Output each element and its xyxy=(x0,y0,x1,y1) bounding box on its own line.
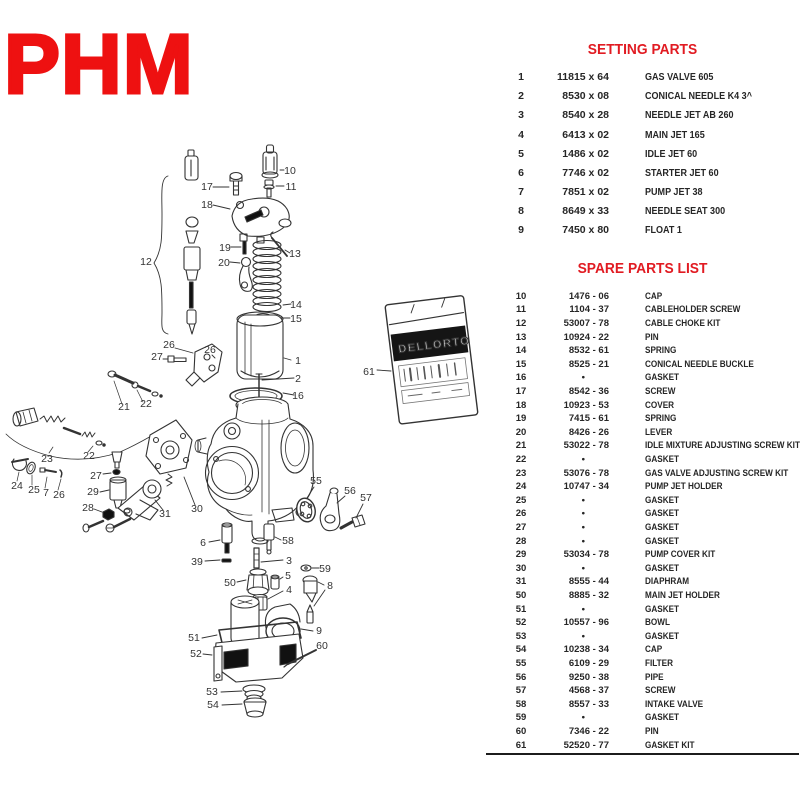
part-code-cell: • xyxy=(581,494,585,506)
diagram-part-label: 53 xyxy=(206,686,218,698)
parts-table-row xyxy=(485,205,800,219)
part-number-cell: 29 xyxy=(515,549,527,561)
part-code-cell: • xyxy=(581,562,585,574)
part-description-cell: IDLE JET 60 xyxy=(645,147,698,160)
part-description-cell: CONICAL NEEDLE BUCKLE xyxy=(645,358,754,370)
part-description-cell: GASKET xyxy=(645,453,680,465)
parts-table-row xyxy=(485,186,800,200)
diagram-part-label: 54 xyxy=(207,699,219,711)
part-description-cell: DIAPHRAM xyxy=(645,576,690,588)
diagram-part-label: 2 xyxy=(295,373,301,385)
part-description-cell: SPRING xyxy=(645,413,677,425)
diagram-part-label: 23 xyxy=(41,453,53,465)
part-description-cell: MAIN JET 165 xyxy=(645,128,705,141)
part-number-cell: 57 xyxy=(515,685,527,697)
part-code-cell: 8542 - 36 xyxy=(568,385,609,397)
bowl-52-drawing xyxy=(203,634,303,682)
part-description-cell: FILTER xyxy=(645,657,673,669)
parts-table-row xyxy=(485,617,800,631)
part-description-cell: GAS VALVE 605 xyxy=(645,71,714,83)
diagram-part-label: 17 xyxy=(201,181,213,193)
needle-jet-3-drawing xyxy=(254,548,283,568)
intake-valve-58-drawing xyxy=(264,524,281,554)
parts-table-row xyxy=(485,454,800,468)
part-code-cell: 11815 x 64 xyxy=(557,71,609,83)
part-code-cell: • xyxy=(581,521,585,533)
diagram-part-label: 39 xyxy=(191,556,203,568)
parts-table-row xyxy=(485,359,800,373)
part-number-cell: 12 xyxy=(515,317,527,329)
part-number-cell: 14 xyxy=(515,345,527,357)
part-number-cell: 52 xyxy=(515,617,527,629)
part-number-cell: 53 xyxy=(515,630,527,642)
part-code-cell: 6413 x 02 xyxy=(562,128,609,141)
part-number-cell: 58 xyxy=(515,698,527,710)
parts-table-row xyxy=(485,481,800,495)
parts-table-row xyxy=(485,740,800,754)
part-description-cell: CAP xyxy=(645,644,663,656)
diagram-part-label: 50 xyxy=(224,577,236,589)
part-description-cell: GASKET xyxy=(645,603,680,615)
part-number-cell: 56 xyxy=(515,671,527,683)
part-number-cell: 6 xyxy=(518,166,524,179)
diagram-part-label: 5 xyxy=(285,570,291,582)
part-number-cell: 17 xyxy=(515,385,527,397)
screws-21-22-drawing xyxy=(108,371,162,404)
part-description-cell: GASKET xyxy=(645,521,680,533)
parts-table-row xyxy=(485,508,800,522)
part-description-cell: GASKET xyxy=(645,712,680,724)
part-code-cell: 9250 - 38 xyxy=(568,671,609,683)
parts-table-row xyxy=(485,304,800,318)
parts-table-row xyxy=(485,224,800,238)
diagram-part-label: 28 xyxy=(82,502,94,514)
spare-parts-title: SPARE PARTS LIST xyxy=(577,260,708,277)
diagram-part-label: 56 xyxy=(344,485,356,497)
diagram-part-label: 21 xyxy=(118,401,130,413)
part-description-cell: PUMP COVER KIT xyxy=(645,549,716,561)
part-description-cell: BOWL xyxy=(645,617,670,629)
part-code-cell: • xyxy=(581,508,585,520)
diagram-part-label: 7 xyxy=(43,487,49,499)
gasket-kit-package-61-drawing xyxy=(385,295,479,424)
parts-table-row xyxy=(485,658,800,672)
diagram-part-label: 31 xyxy=(159,508,171,520)
part-description-cell: GASKET xyxy=(645,535,680,547)
parts-table-row xyxy=(485,90,800,104)
part-number-cell: 23 xyxy=(515,467,527,479)
part-code-cell: • xyxy=(581,453,585,465)
part-code-cell: 6109 - 29 xyxy=(568,657,609,669)
part-code-cell: 53076 - 78 xyxy=(563,467,609,479)
part-code-cell: 1476 - 06 xyxy=(568,290,609,302)
pump-piston-29-drawing xyxy=(100,452,126,508)
part-code-cell: 1104 - 37 xyxy=(569,304,609,316)
part-description-cell: GASKET xyxy=(645,630,680,642)
diagram-part-label: 6 xyxy=(200,537,206,549)
cap-10-drawing xyxy=(262,145,284,178)
parts-table-row xyxy=(485,372,800,386)
parts-table-row xyxy=(485,563,800,577)
parts-table-row xyxy=(485,148,800,162)
part-description-cell: NEEDLE SEAT 300 xyxy=(645,205,726,218)
diagram-part-label: 27 xyxy=(90,470,102,482)
parts-table-row xyxy=(485,576,800,590)
diagram-part-label: 25 xyxy=(28,484,40,496)
part-description-cell: IDLE MIXTURE ADJUSTING SCREW KIT xyxy=(645,440,800,452)
gas-valve-1-drawing xyxy=(237,312,291,379)
part-number-cell: 59 xyxy=(515,712,527,724)
part-description-cell: SCREW xyxy=(645,385,676,397)
pipe-56-drawing xyxy=(320,488,345,531)
part-number-cell: 27 xyxy=(515,521,527,533)
part-code-cell: 7415 - 61 xyxy=(568,413,609,425)
diagram-part-label: 18 xyxy=(201,199,213,211)
part-number-cell: 61 xyxy=(515,739,527,751)
part-code-cell: 8530 x 08 xyxy=(562,90,609,103)
diagram-part-label: 10 xyxy=(284,165,296,177)
diagram-part-label: 58 xyxy=(282,535,294,547)
part-description-cell: SPRING xyxy=(645,345,677,357)
part-code-cell: • xyxy=(581,712,585,724)
part-code-cell: 4568 - 37 xyxy=(568,685,609,697)
part-description-cell: FLOAT 1 xyxy=(645,224,682,237)
diagram-part-label: 26 xyxy=(53,489,65,501)
part-description-cell: SCREW xyxy=(645,685,676,697)
screw-57-drawing xyxy=(341,504,365,528)
part-number-cell: 51 xyxy=(515,603,527,615)
part-number-cell: 25 xyxy=(515,494,527,506)
diagram-part-label: 4 xyxy=(286,584,292,596)
pin-19-drawing xyxy=(231,241,246,254)
parts-table-row xyxy=(485,495,800,509)
parts-table-row xyxy=(485,427,800,441)
parts-table-row xyxy=(485,413,800,427)
part-code-cell: 8525 - 21 xyxy=(568,358,609,370)
part-description-cell: GASKET xyxy=(645,494,680,506)
gas-valve-adjusting-kit-23-drawing xyxy=(6,408,158,459)
part-code-cell: 8885 - 32 xyxy=(568,589,609,601)
lever-20-drawing xyxy=(230,258,252,292)
part-code-cell: 10923 - 53 xyxy=(563,399,609,411)
parts-table-row xyxy=(485,129,800,143)
part-code-cell: 8555 - 44 xyxy=(568,576,609,588)
part-code-cell: 52520 - 77 xyxy=(563,739,609,751)
part-description-cell: PUMP JET 38 xyxy=(645,186,703,199)
part-code-cell: 8540 x 28 xyxy=(562,109,609,122)
part-number-cell: 9 xyxy=(518,224,524,237)
part-number-cell: 16 xyxy=(515,372,527,384)
parts-table-row xyxy=(485,685,800,699)
cover-18-drawing xyxy=(213,198,291,243)
part-code-cell: • xyxy=(581,603,585,615)
parts-table-row xyxy=(485,468,800,482)
part-number-cell: 26 xyxy=(515,508,527,520)
spring-14-drawing xyxy=(253,241,291,312)
diagram-part-label: 15 xyxy=(290,313,302,325)
setting-parts-title: SETTING PARTS xyxy=(587,41,698,58)
main-jet-holder-50-drawing xyxy=(237,569,269,595)
part-number-cell: 50 xyxy=(515,589,527,601)
diagram-part-label: 11 xyxy=(285,181,297,193)
diagram-part-label: 61 xyxy=(363,366,375,378)
diagram-part-label: 1 xyxy=(295,355,301,367)
diagram-part-label: 26 xyxy=(204,344,216,356)
parts-table-row xyxy=(485,386,800,400)
part-description-cell: NEEDLE JET AB 260 xyxy=(645,109,734,122)
parts-table-row xyxy=(485,726,800,740)
part-code-cell: 10238 - 34 xyxy=(563,644,609,656)
part-description-cell: GAS VALVE ADJUSTING SCREW KIT xyxy=(645,467,789,479)
diagram-part-label: 3 xyxy=(286,555,292,567)
part-description-cell: LEVER xyxy=(645,426,673,438)
part-code-cell: 53022 - 78 xyxy=(563,440,609,452)
part-description-cell: GASKET xyxy=(645,372,680,384)
leader-61 xyxy=(377,370,391,371)
parts-table-row xyxy=(485,644,800,658)
parts-table-row xyxy=(485,291,800,305)
part-number-cell: 5 xyxy=(518,147,524,160)
part-code-cell: • xyxy=(581,535,585,547)
part-code-cell: 53034 - 78 xyxy=(563,549,609,561)
part-number-cell: 21 xyxy=(515,440,527,452)
part-description-cell: GASKET xyxy=(645,508,680,520)
part-number-cell: 18 xyxy=(515,399,527,411)
part-number-cell: 28 xyxy=(515,535,527,547)
part-code-cell: 7450 x 80 xyxy=(562,224,609,237)
diagram-part-label: 30 xyxy=(191,503,203,515)
cableholder-screw-11-drawing xyxy=(264,180,284,197)
part-description-cell: INTAKE VALVE xyxy=(645,698,704,710)
parts-table-row xyxy=(485,345,800,359)
part-number-cell: 3 xyxy=(518,109,524,122)
parts-table-row xyxy=(485,71,800,85)
diagram-part-label: 8 xyxy=(327,580,333,592)
part-number-cell: 22 xyxy=(515,453,527,465)
part-code-cell: 1486 x 02 xyxy=(562,147,609,160)
diagram-part-label: 59 xyxy=(319,563,331,575)
diagram-part-label: 22 xyxy=(83,450,95,462)
part-code-cell: 10747 - 34 xyxy=(563,481,609,493)
part-number-cell: 15 xyxy=(515,358,527,370)
parts-table-row xyxy=(485,522,800,536)
diagram-part-label: 57 xyxy=(360,492,372,504)
part-code-cell: 7851 x 02 xyxy=(562,186,609,199)
part-number-cell: 4 xyxy=(518,128,524,141)
parts-table-row xyxy=(485,332,800,346)
part-code-cell: • xyxy=(581,630,585,642)
part-description-cell: PIPE xyxy=(645,671,664,683)
diagram-part-label: 29 xyxy=(87,486,99,498)
starter-jet-6-drawing xyxy=(205,523,232,562)
diagram-part-label: 55 xyxy=(310,475,322,487)
diagram-part-label: 16 xyxy=(292,390,304,402)
cap-54-drawing xyxy=(221,685,266,717)
part-code-cell: 8557 - 33 xyxy=(568,698,609,710)
package-brand-text: DELLORTO xyxy=(397,334,472,356)
part-description-cell: STARTER JET 60 xyxy=(645,166,719,179)
part-description-cell: GASKET xyxy=(645,562,680,574)
part-number-cell: 10 xyxy=(515,290,527,302)
diagram-part-label: 19 xyxy=(219,242,231,254)
part-number-cell: 20 xyxy=(515,426,527,438)
part-number-cell: 1 xyxy=(518,71,524,83)
diagram-part-label: 13 xyxy=(289,248,301,260)
parts-table-row xyxy=(485,167,800,181)
part-number-cell: 30 xyxy=(515,562,527,574)
parts-table-row xyxy=(485,672,800,686)
diagram-part-label: 22 xyxy=(140,398,152,410)
part-number-cell: 8 xyxy=(518,205,524,218)
part-description-cell: PUMP JET HOLDER xyxy=(645,481,723,493)
diagram-part-label: 9 xyxy=(316,625,322,637)
parts-table-row xyxy=(485,318,800,332)
part-code-cell: 8649 x 33 xyxy=(562,205,609,218)
table-bottom-rule xyxy=(486,753,799,755)
part-code-cell: 7346 - 22 xyxy=(568,725,609,737)
part-code-cell: 10924 - 22 xyxy=(563,331,609,343)
part-description-cell: CONICAL NEEDLE K4 3^ xyxy=(645,90,752,103)
part-number-cell: 7 xyxy=(518,186,524,199)
part-description-cell: CABLE CHOKE KIT xyxy=(645,317,721,329)
parts-table-row xyxy=(485,440,800,454)
parts-table-row xyxy=(485,109,800,123)
parts-tables-panel xyxy=(485,0,800,800)
parts-table-row xyxy=(485,400,800,414)
screw-17-drawing xyxy=(213,173,242,196)
part-number-cell: 54 xyxy=(515,644,527,656)
carburetor-body-drawing xyxy=(195,397,313,544)
diagram-part-label: 60 xyxy=(316,640,328,652)
part-number-cell: 13 xyxy=(515,331,527,343)
diagram-part-label: 26 xyxy=(163,339,175,351)
diagram-part-label: 24 xyxy=(11,480,23,492)
diagram-part-label: 51 xyxy=(188,632,200,644)
part-number-cell: 2 xyxy=(518,90,524,103)
part-code-cell: 8532 - 61 xyxy=(568,345,609,357)
part-code-cell: 8426 - 26 xyxy=(568,426,609,438)
part-number-cell: 24 xyxy=(515,481,527,493)
part-number-cell: 60 xyxy=(515,725,527,737)
part-number-cell: 31 xyxy=(515,576,527,588)
part-number-cell: 55 xyxy=(515,657,527,669)
part-description-cell: MAIN JET HOLDER xyxy=(645,589,720,601)
parts-table-row xyxy=(485,631,800,645)
diagram-part-label: 52 xyxy=(190,648,202,660)
parts-table-row xyxy=(485,590,800,604)
part-description-cell: CABLEHOLDER SCREW xyxy=(645,304,741,316)
part-description-cell: PIN xyxy=(645,725,659,737)
diagram-part-label: 12 xyxy=(140,256,152,268)
parts-table-row xyxy=(485,699,800,713)
diagram-part-label: 20 xyxy=(218,257,230,269)
cable-choke-kit-drawing xyxy=(154,150,200,334)
part-code-cell: 53007 - 78 xyxy=(563,317,609,329)
phm-logo: PHM xyxy=(4,17,194,111)
part-description-cell: PIN xyxy=(645,331,659,343)
parts-table-row xyxy=(485,712,800,726)
parts-table-row xyxy=(485,604,800,618)
part-description-cell: CAP xyxy=(645,290,663,302)
diagram-part-label: 27 xyxy=(151,351,163,363)
parts-table-row xyxy=(485,536,800,550)
part-description-cell: GASKET KIT xyxy=(645,739,695,751)
part-number-cell: 19 xyxy=(515,413,527,425)
part-code-cell: 10557 - 96 xyxy=(563,617,609,629)
part-code-cell: 7746 x 02 xyxy=(562,166,609,179)
part-number-cell: 11 xyxy=(515,304,527,316)
part-description-cell: COVER xyxy=(645,399,675,411)
diagram-part-label: 14 xyxy=(290,299,302,311)
idle-jet-5-drawing xyxy=(271,575,283,589)
parts-table-row xyxy=(485,549,800,563)
part-code-cell: • xyxy=(581,372,585,384)
